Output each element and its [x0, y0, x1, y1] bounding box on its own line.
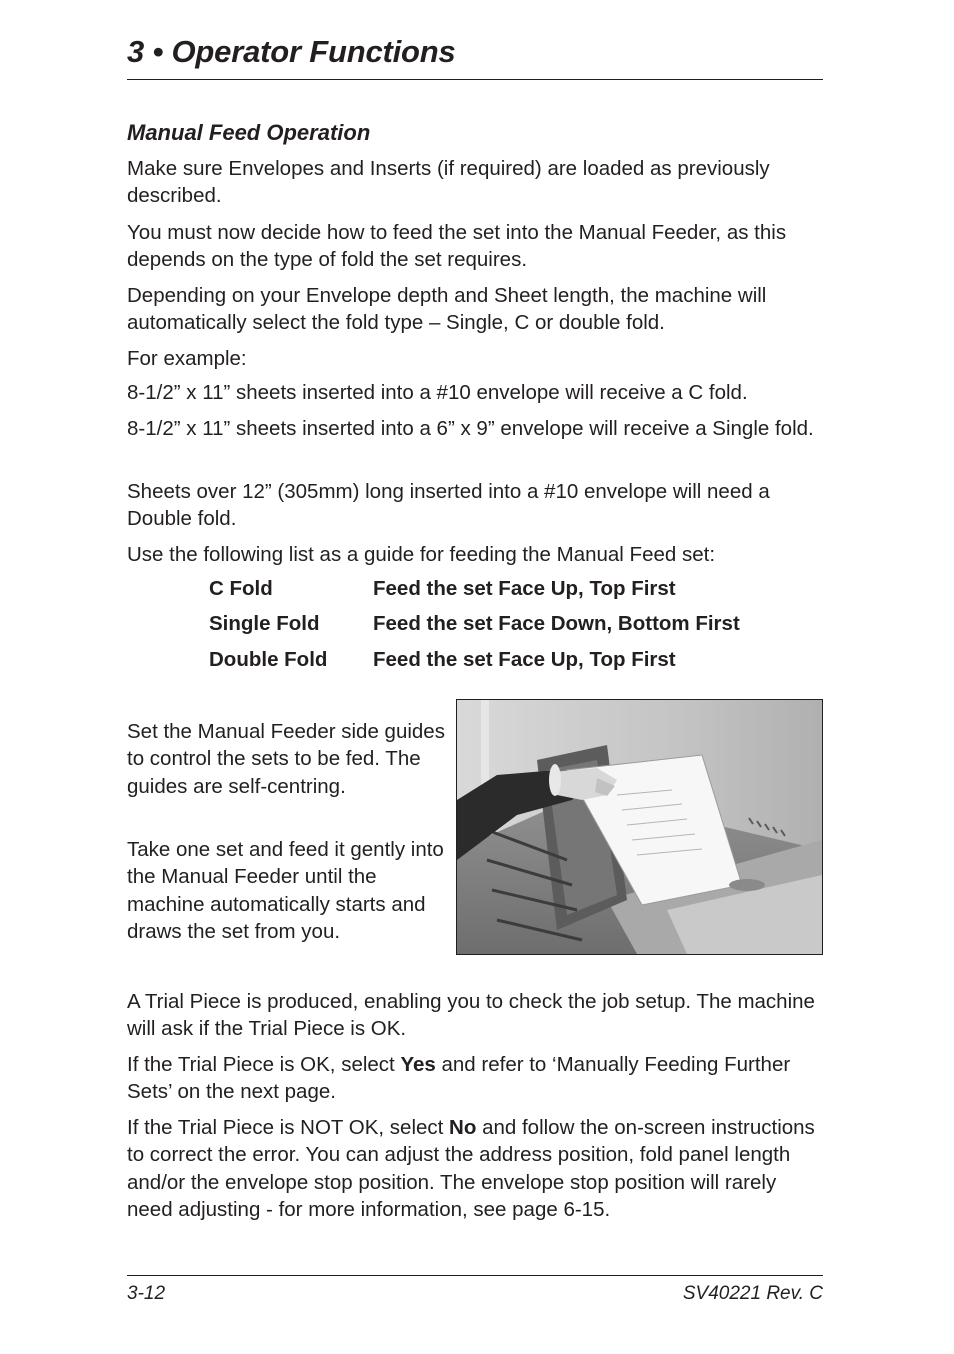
paragraph-feed-set: Take one set and feed it gently into the Manual Feeder until the machine automatically starts and draws the set from you.: [127, 838, 444, 943]
paragraph-guide-intro: Use the following list as a guide for feeding the Manual Feed set:: [127, 543, 716, 566]
trial-not-ok-text-before: If the Trial Piece is NOT OK, select: [127, 1116, 450, 1139]
paragraph-c-fold-example: 8-1/2” x 11” sheets inserted into a #10 envelope will receive a C fold.: [127, 381, 748, 404]
manual-feeder-photo: [456, 699, 823, 955]
paragraph-load: Make sure Envelopes and Inserts (if required) are loaded as previously described.: [127, 157, 770, 208]
fold-name: Single Fold: [209, 612, 320, 635]
trial-ok-text-after: and refer to ‘Manually Feeding Further Sets’ on the next page.: [127, 1053, 791, 1104]
document-revision: SV40221 Rev. C: [682, 1283, 823, 1304]
fold-name: Double Fold: [209, 648, 328, 671]
paragraph-trial-not-ok: [127, 1114, 827, 1223]
paragraph-double-fold-example: Sheets over 12” (305mm) long inserted into a #10 envelope will need a Double fold.: [127, 480, 770, 531]
fold-name: C Fold: [209, 577, 273, 600]
paragraph-trial-piece: A Trial Piece is produced, enabling you to check the job setup. The machine will ask if the Trial Piece is OK.: [127, 990, 815, 1041]
paragraph-for-example: For example:: [127, 347, 247, 370]
paragraph-trial-ok: [127, 1051, 827, 1106]
fold-instruction: Feed the set Face Up, Top First: [373, 648, 676, 671]
trial-not-ok-text-after: and follow the on-screen instructions to correct the error. You can adjust the address position, fold panel length and/or the envelope stop position. The envelope stop position will rarely need adjusting - for more information, see page 6-15.: [127, 1116, 815, 1221]
paragraph-single-fold-example: 8-1/2” x 11” sheets inserted into a 6” x 9” envelope will receive a Single fold.: [127, 417, 814, 440]
fold-instruction: Feed the set Face Down, Bottom First: [373, 612, 740, 635]
yes-option-label: Yes: [400, 1053, 436, 1076]
paragraph-fold-type: Depending on your Envelope depth and Sheet length, the machine will automatically select the fold type – Single, C or double fold.: [127, 284, 767, 335]
section-title: Manual Feed Operation: [127, 120, 371, 145]
page-number: 3-12: [127, 1283, 166, 1304]
header-rule: [127, 79, 823, 80]
footer-rule: [127, 1275, 823, 1276]
fold-instruction: Feed the set Face Up, Top First: [373, 577, 676, 600]
paragraph-decide: You must now decide how to feed the set into the Manual Feeder, as this depends on the type of fold the set requires.: [127, 221, 787, 272]
paragraph-side-guides: Set the Manual Feeder side guides to control the sets to be fed. The guides are self-centring.: [127, 720, 445, 798]
trial-ok-text-before: If the Trial Piece is OK, select: [127, 1053, 401, 1076]
chapter-title: 3 • Operator Functions: [127, 34, 456, 69]
no-option-label: No: [449, 1116, 477, 1139]
